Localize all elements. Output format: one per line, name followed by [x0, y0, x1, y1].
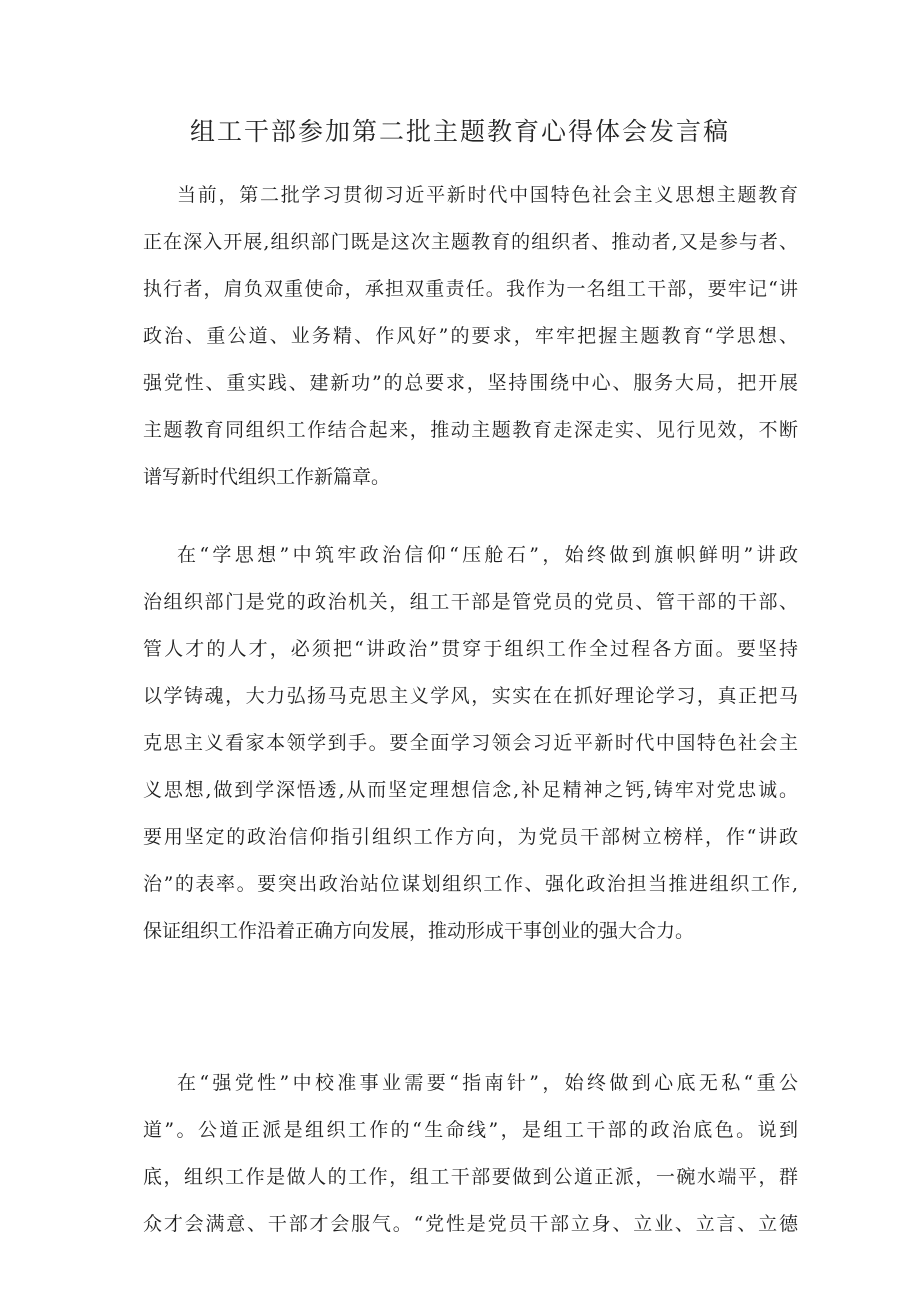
- text-line: 执行者，肩负双重使命，承担双重责任。我作为一名组工干部，要牢记“讲: [143, 278, 798, 300]
- text-line: 义思想,做到学深悟透,从而坚定理想信念,补足精神之钙,铸牢对党忠诚。: [143, 779, 798, 801]
- text-line: 要用坚定的政治信仰指引组织工作方向，为党员干部树立榜样，作“讲政: [143, 826, 798, 848]
- text-line: 在“强党性”中校准事业需要“指南针”，始终做到心底无私“重公: [177, 1072, 798, 1094]
- text-line: 在“学思想”中筑牢政治信仰“压舱石”，始终做到旗帜鲜明”讲政: [177, 544, 798, 566]
- text-line: 主题教育同组织工作结合起来，推动主题教育走深走实、见行见效，不断: [143, 419, 798, 441]
- text-line: 保证组织工作沿着正确方向发展，推动形成干事创业的强大合力。: [143, 920, 695, 942]
- text-line: 众才会满意、干部才会服气。“党性是党员干部立身、立业、立言、立德: [143, 1213, 798, 1235]
- text-line: 管人才的人才，必须把“讲政治”贯穿于组织工作全过程各方面。要坚持: [143, 638, 798, 660]
- text-line: 治”的表率。要突出政治站位谋划组织工作、强化政治担当推进组织工作,: [143, 873, 798, 895]
- document-title: 组工干部参加第二批主题教育心得体会发言稿: [189, 117, 730, 146]
- text-line: 以学铸魂，大力弘扬马克思主义学风，实实在在抓好理论学习，真正把马: [143, 685, 798, 707]
- text-line: 强党性、重实践、建新功”的总要求，坚持围绕中心、服务大局，把开展: [143, 372, 798, 394]
- paragraph-1: [143, 172, 798, 501]
- text-line: 当前，第二批学习贯彻习近平新时代中国特色社会主义思想主题教育: [177, 184, 798, 206]
- text-line: 谱写新时代组织工作新篇章。: [143, 466, 391, 488]
- text-line: 克思主义看家本领学到手。要全面学习领会习近平新时代中国特色社会主: [143, 732, 798, 754]
- paragraph-2: [143, 532, 798, 955]
- text-line: 道”。公道正派是组织工作的“生命线”，是组工干部的政治底色。说到: [143, 1119, 798, 1141]
- text-line: 政治、重公道、业务精、作风好”的要求，牢牢把握主题教育“学思想、: [143, 325, 798, 347]
- paragraph-3: [143, 1060, 798, 1248]
- text-line: 正在深入开展,组织部门既是这次主题教育的组织者、推动者,又是参与者、: [143, 231, 798, 253]
- text-line: 底，组织工作是做人的工作，组工干部要做到公道正派，一碗水端平，群: [143, 1166, 798, 1188]
- text-line: 治组织部门是党的政治机关，组工干部是管党员的党员、管干部的干部、: [143, 591, 798, 613]
